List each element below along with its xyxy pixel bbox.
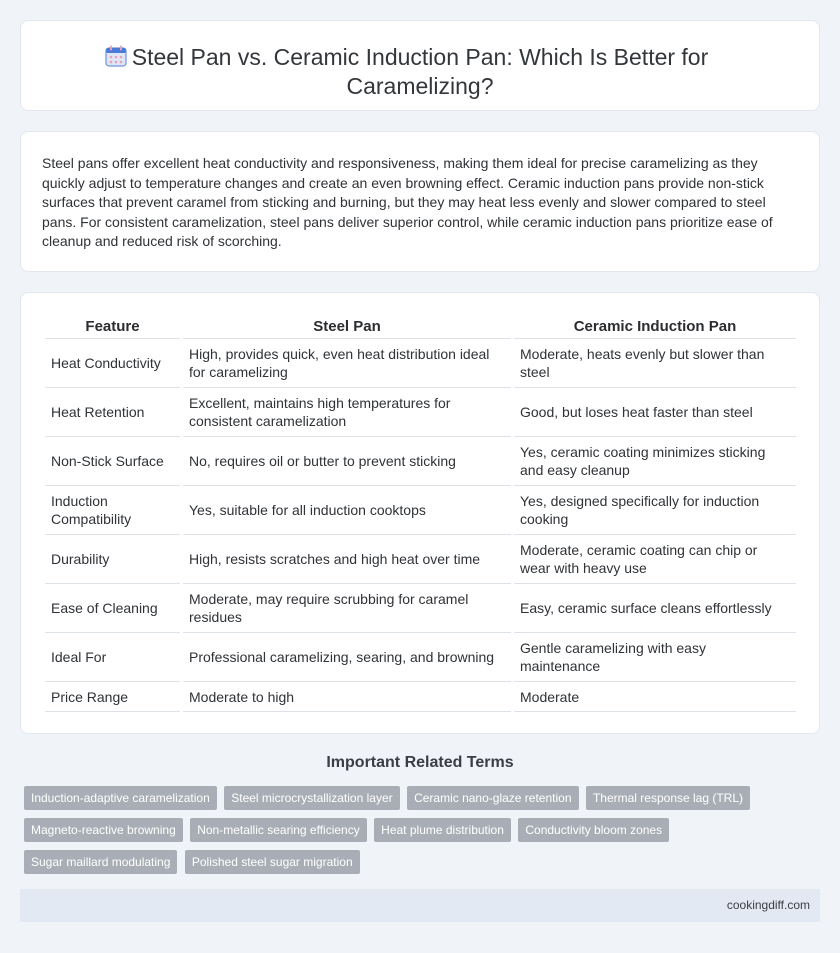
related-term-tag[interactable]: Conductivity bloom zones [518, 818, 669, 842]
related-term-tag[interactable]: Steel microcrystallization layer [224, 786, 399, 810]
ceramic-pan-cell: Moderate [514, 682, 796, 712]
feature-cell: Ease of Cleaning [45, 584, 180, 633]
column-header-ceramic-pan: Ceramic Induction Pan [514, 313, 796, 339]
related-term-tag[interactable]: Induction-adaptive caramelization [24, 786, 217, 810]
ceramic-pan-cell: Moderate, heats evenly but slower than steel [514, 339, 796, 388]
comparison-table-card [20, 292, 820, 734]
ceramic-pan-cell: Moderate, ceramic coating can chip or wear with heavy use [514, 535, 796, 584]
steel-pan-cell: Moderate to high [183, 682, 511, 712]
feature-cell: Ideal For [45, 633, 180, 682]
intro-card [20, 131, 820, 272]
intro-paragraph: Steel pans offer excellent heat conductivity and responsiveness, making them ideal for precise caramelizing as they quickly adjust to temperature changes and create an even browning effect. Ceramic induction pans provide non-stick surfaces that prevent caramel from sticking and burning, but they may heat less evenly and slower compared to steel pans. For consistent caramelization, steel pans deliver superior control, while ceramic induction pans prioritize ease of cleanup and reduced risk of scorching. [42, 155, 773, 250]
ceramic-pan-cell: Gentle caramelizing with easy maintenance [514, 633, 796, 682]
table-row [45, 584, 796, 633]
feature-cell: Heat Retention [45, 388, 180, 437]
table-row [45, 535, 796, 584]
table-row [45, 633, 796, 682]
related-terms-heading: Important Related Terms [326, 754, 514, 771]
ceramic-pan-cell: Good, but loses heat faster than steel [514, 388, 796, 437]
ceramic-pan-cell: Easy, ceramic surface cleans effortlessly [514, 584, 796, 633]
steel-pan-cell: Moderate, may require scrubbing for caramel residues [183, 584, 511, 633]
related-term-tag[interactable]: Magneto-reactive browning [24, 818, 183, 842]
steel-pan-cell: Excellent, maintains high temperatures for consistent caramelization [183, 388, 511, 437]
table-row [45, 486, 796, 535]
table-header-row [45, 313, 796, 339]
feature-cell: Durability [45, 535, 180, 584]
footer-site-link[interactable]: cookingdiff.com [726, 898, 810, 912]
related-term-tag[interactable]: Polished steel sugar migration [185, 850, 360, 874]
steel-pan-cell: High, resists scratches and high heat over time [183, 535, 511, 584]
steel-pan-cell: High, provides quick, even heat distribution ideal for caramelizing [183, 339, 511, 388]
steel-pan-cell: No, requires oil or butter to prevent sticking [183, 437, 511, 486]
table-row [45, 339, 796, 388]
ceramic-pan-cell: Yes, ceramic coating minimizes sticking and easy cleanup [514, 437, 796, 486]
steel-pan-cell: Professional caramelizing, searing, and browning [183, 633, 511, 682]
steel-pan-cell: Yes, suitable for all induction cooktops [183, 486, 511, 535]
page-title: Steel Pan vs. Ceramic Induction Pan: Which Is Better for Caramelizing? [131, 44, 709, 99]
table-row [45, 388, 796, 437]
table-row [45, 437, 796, 486]
column-header-feature: Feature [45, 313, 180, 339]
related-terms-list [24, 786, 814, 882]
related-term-tag[interactable]: Thermal response lag (TRL) [586, 786, 750, 810]
title-card [20, 20, 820, 111]
comparison-table [42, 313, 799, 712]
column-header-steel-pan: Steel Pan [183, 313, 511, 339]
table-row [45, 682, 796, 712]
feature-cell: Price Range [45, 682, 180, 712]
related-term-tag[interactable]: Sugar maillard modulating [24, 850, 177, 874]
feature-cell: Heat Conductivity [45, 339, 180, 388]
related-term-tag[interactable]: Heat plume distribution [374, 818, 511, 842]
related-term-tag[interactable]: Ceramic nano-glaze retention [407, 786, 578, 810]
feature-cell: Induction Compatibility [45, 486, 180, 535]
related-term-tag[interactable]: Non-metallic searing efficiency [190, 818, 367, 842]
feature-cell: Non-Stick Surface [45, 437, 180, 486]
footer [20, 889, 820, 922]
ceramic-pan-cell: Yes, designed specifically for induction cooking [514, 486, 796, 535]
